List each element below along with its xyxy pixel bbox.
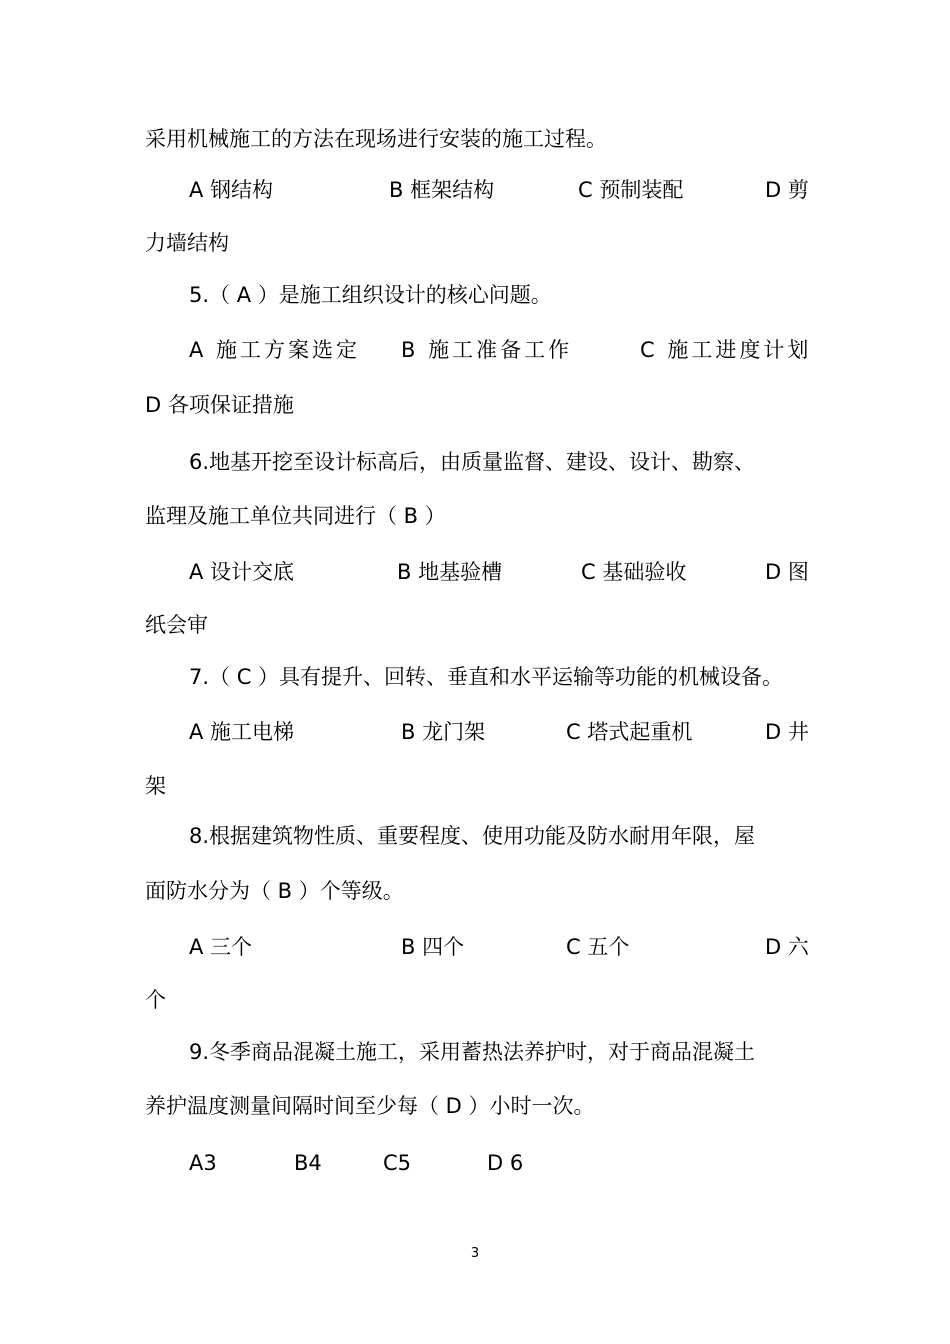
question-8: 8.根据建筑物性质、重要程度、使用功能及防水耐用年限，屋 <box>189 824 756 848</box>
text-line: 个 <box>145 988 166 1012</box>
option-b: B4 <box>294 1151 322 1175</box>
option-c: C5 <box>383 1151 412 1175</box>
option-b: B 地基验槽 <box>397 560 503 584</box>
question-9: 9.冬季商品混凝土施工，采用蓄热法养护时，对于商品混凝土 <box>189 1040 756 1064</box>
option-c: C 五个 <box>566 935 630 959</box>
question-7: 7.（ C ）具有提升、回转、垂直和水平运输等功能的机械设备。 <box>189 665 784 689</box>
option-a: A3 <box>189 1151 217 1175</box>
option-d: D 井 <box>765 720 809 744</box>
option-a: A 设计交底 <box>189 560 295 584</box>
option-c: C 基础验收 <box>581 560 687 584</box>
option-c: C 预制装配 <box>578 178 684 202</box>
question-5: 5.（ A ）是施工组织设计的核心问题。 <box>189 283 552 307</box>
option-a: A 施工电梯 <box>189 720 295 744</box>
text-line: 力墙结构 <box>145 231 229 255</box>
option-d: D 图 <box>765 560 809 584</box>
option-c: C 塔式起重机 <box>566 720 693 744</box>
option-b: B 四个 <box>401 935 465 959</box>
option-d: D 6 <box>487 1151 524 1175</box>
option-b: B 龙门架 <box>401 720 486 744</box>
option-a: A 三个 <box>189 935 253 959</box>
option-c: C 施工进度计划 <box>640 338 812 362</box>
page-number: 3 <box>470 1246 480 1261</box>
text-line: 架 <box>145 774 166 798</box>
option-a: A 钢结构 <box>189 178 274 202</box>
text-line: 养护温度测量间隔时间至少每（ D ）小时一次。 <box>145 1094 595 1118</box>
text-line: 面防水分为（ B ）个等级。 <box>145 879 404 903</box>
text-line: 采用机械施工的方法在现场进行安装的施工过程。 <box>145 127 607 151</box>
option-b: B 框架结构 <box>389 178 495 202</box>
option-b: B 施工准备工作 <box>401 338 573 362</box>
question-6: 6.地基开挖至设计标高后，由质量监督、建设、设计、勘察、 <box>189 450 756 474</box>
option-d: D 六 <box>765 935 809 959</box>
text-line: 纸会审 <box>145 613 208 637</box>
text-line: D 各项保证措施 <box>145 393 294 417</box>
option-d: D 剪 <box>765 178 809 202</box>
option-a: A 施工方案选定 <box>189 338 361 362</box>
text-line: 监理及施工单位共同进行（ B ） <box>145 504 446 528</box>
